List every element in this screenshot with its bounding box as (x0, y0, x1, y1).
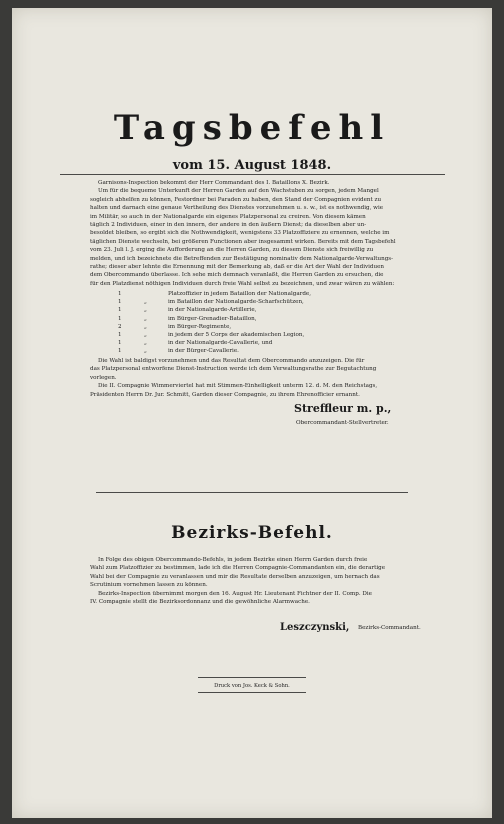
body-line: Die II. Compagnie Wimmerviertel hat mit Stimmen-Einhelligkeit unterm 12. d. M. den Reichstags, (98, 383, 378, 390)
body-line: In Folge des obigen Obercommando-Befehls, in jedem Bezirke einen Herrn Garden durch freie (98, 557, 368, 563)
platzoffizier-list (118, 290, 438, 356)
body-line: besoldet bleiben, so ergibt sich die Nothwendigkeit, wenigstens 33 Platzoffiziere zu ernennen, welche im (90, 230, 390, 237)
list-item: 2 „ im Bürger-Regimente, (118, 323, 232, 330)
body-line: täglich 2 Individuen, einer in den innern, der andere in den äußern Dienst; da dieselben aber un- (90, 222, 367, 229)
title-rule (60, 174, 445, 175)
body-line: Scrutinium vornehmen lassen zu können. (90, 582, 208, 589)
footer-rule-bottom (198, 692, 306, 693)
body-line: für den Platzdienst nöthigen Individuen durch freie Wahl selbst zu bezeichnen, und zwar wären zu wählen: (90, 280, 395, 287)
bezirk-title: Bezirks-Befehl. (171, 523, 333, 543)
body-line: das Platzpersonal entworfene Dienst-Instruction werde ich dem Verwaltungsrathe zur Begutachtung (90, 366, 377, 373)
order-date: vom 15. August 1848. (172, 158, 332, 173)
signature-leszczynski: Leszczynski, (280, 622, 350, 633)
body-line: vom 23. Juli l. J. erging die Aufforderung an die Herren Garden, zu diesem Dienste sich freiwillig zu (90, 247, 374, 254)
body-line: Präsidenten Herrn Dr. Jur. Schmitt, Garden dieser Compagnie, zu ihrem Ehrenofficier ernannt. (90, 391, 360, 398)
poster-sheet (12, 8, 492, 818)
bezirk-signature-role: Bezirks-Commandant. (358, 625, 421, 631)
body-line: Um für die bequeme Unterkunft der Herren Garden auf den Wachstuben zu sorgen, jedem Mangel (98, 188, 379, 195)
body-line: melden, und ich bezeichnete die Betreffenden zur Bestätigung nominativ dem Nationalgarde-Verwaltungs- (90, 255, 394, 262)
body-line: sogleich abhelfen zu können, Festordner bei Paraden zu haben, den Stand der Compagnien evident zu (90, 196, 382, 203)
main-order-text (90, 179, 450, 288)
footer-rule-top (198, 677, 306, 678)
list-item: 1 Platzoffizier in jedem Bataillon der Nationalgarde, (118, 291, 312, 297)
list-item: 1 „ im Bataillon der Nationalgarde-Scharfschützen, (118, 299, 304, 306)
list-item: 1 „ in der Nationalgarde-Artillerie, (118, 307, 257, 314)
list-item: 1 „ in jedem der 5 Corps der akademischen Legion, (118, 332, 305, 339)
body-line: Garnisons-Inspection bekommt der Herr Commandant des I. Bataillons X. Bezirk. (98, 180, 330, 186)
printer-imprint: Druck von Jos. Keck & Sohn. (214, 683, 290, 689)
body-line: IV. Compagnie stellt die Bezirksordonnanz und die gewöhnliche Alarmwache. (90, 599, 310, 606)
list-item: 1 „ in der Bürger-Cavallerie. (118, 348, 239, 355)
order-title: Tagsbefehl (113, 108, 391, 148)
body-line: vorlegen. (90, 374, 117, 381)
list-item: 1 „ im Bürger-Grenadier-Bataillon, (118, 315, 257, 322)
body-line: rathe; dieser aber lehnte die Ernennung mit der Bemerkung ab, daß er die Art der Wahl der Individuen (90, 264, 385, 271)
body-line: halten und darnach eine genaue Vertheilung des Dienstes vorzunehmen u. s. w., ist es nothwendig, wie (90, 205, 384, 212)
body-line: Wahl bei der Compagnie zu veranlassen und mir die Resultate derselben anzuzeigen, um hernach das (90, 573, 380, 580)
body-line: im Militär, so auch in der Nationalgarde ein eigenes Platzpersonal zu creiren. Von diesem kämen (90, 213, 366, 220)
body-line: Wahl zum Platzoffizier zu bestimmen, lade ich die Herren Compagnie-Commandanten ein, die derartige (90, 565, 386, 572)
signature-streffleur: Streffleur m. p., (294, 402, 392, 415)
closing-order-text (90, 357, 450, 399)
section-rule (96, 492, 408, 493)
signature-role: Obercommandant-Stellvertreter. (296, 420, 389, 426)
body-line: Bezirks-Inspection übernimmt morgen den 16. August Hr. Lieutenant Fichtner der II. Comp. Die (98, 590, 372, 597)
bezirk-text (90, 556, 450, 606)
body-line: dem Obercommando überlasse. Ich sehe mich demnach veranlaßt, die Herren Garden zu ersuchen, die (90, 272, 384, 279)
body-line: täglichen Dienste wechseln, bei größeren Functionen aber insgesammt wirken. Bereits mit dem Tagsbefehl (90, 238, 396, 245)
body-line: Die Wahl ist baldigst vorzunehmen und das Resultat dem Obercommando anzuzeigen. Die für (98, 358, 365, 364)
list-item: 1 „ in der Nationalgarde-Cavallerie, und (118, 340, 273, 347)
